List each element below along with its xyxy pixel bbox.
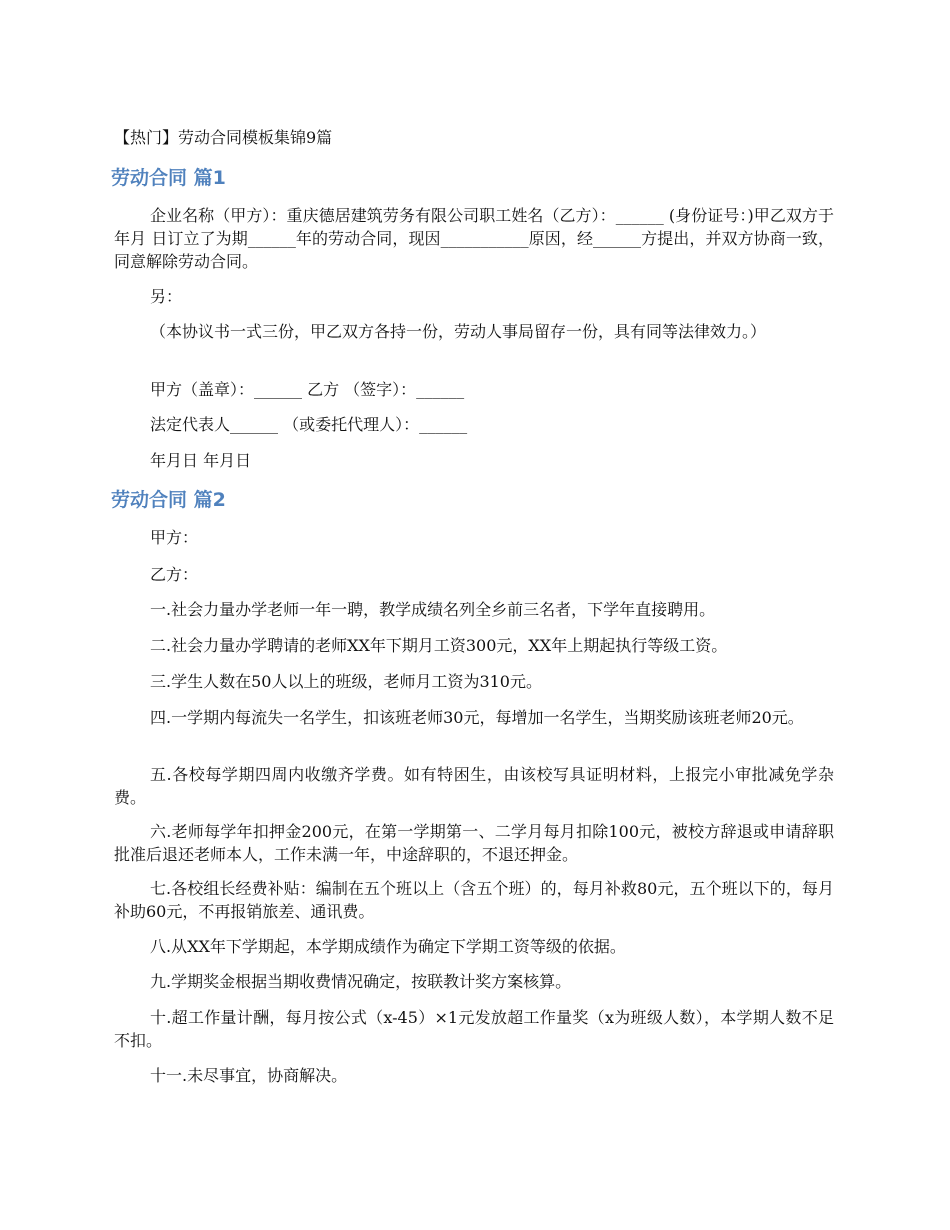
document-title: 【热门】劳动合同模板集锦9篇 (114, 128, 333, 147)
section-heading-2: 劳动合同 篇2 (111, 489, 226, 511)
paragraph-party-b: 乙方： (150, 565, 199, 584)
clause-3: 三.学生人数在50人以上的班级，老师月工资为310元。 (150, 672, 542, 691)
clause-9: 九.学期奖金根据当期收费情况确定，按联教计奖方案核算。 (150, 972, 572, 991)
clause-11: 十一.未尽事宜，协商解决。 (150, 1066, 348, 1085)
paragraph-additional: 另： (150, 287, 183, 306)
paragraph-signatures: 甲方（盖章）：______ 乙方 （签字）：______ (150, 380, 465, 399)
clause-7: 七.各校组长经费补贴：编制在五个班以上（含五个班）的，每月补救80元，五个班以下的，每月补助60元，不再报销旅差、通讯费。 (114, 879, 834, 921)
paragraph-dates: 年月日 年月日 (150, 451, 252, 470)
paragraph-party-a: 甲方： (150, 528, 199, 547)
clause-4: 四.一学期内每流失一名学生，扣该班老师30元，每增加一名学生，当期奖励该班老师20元。 (150, 708, 804, 727)
clause-10: 十.超工作量计酬，每月按公式（x-45）×1元发放超工作量奖（x为班级人数），本学期人数不足不扣。 (114, 1008, 834, 1050)
paragraph-copies-note: （本协议书一式三份，甲乙双方各持一份，劳动人事局留存一份，具有同等法律效力。） (150, 322, 767, 341)
clause-8: 八.从XX年下学期起，本学期成绩作为确定下学期工资等级的依据。 (150, 937, 626, 956)
clause-5: 五.各校每学期四周内收缴齐学费。如有特困生，由该校写具证明材料，上报完小审批减免学杂费。 (114, 765, 834, 807)
section-heading-1: 劳动合同 篇1 (111, 167, 226, 189)
clause-6: 六.老师每学年扣押金200元，在第一学期第一、二学月每月扣除100元，被校方辞退或申请辞职批准后退还老师本人，工作未满一年，中途辞职的，不退还押金。 (114, 822, 834, 864)
clause-2: 二.社会力量办学聘请的老师XX年下期月工资300元，XX年上期起执行等级工资。 (150, 636, 728, 655)
paragraph-legal-representative: 法定代表人______ （或委托代理人）：______ (150, 415, 468, 434)
paragraph-termination: 企业名称（甲方）：重庆德居建筑劳务有限公司职工姓名（乙方）：______ (身份证号：)甲乙双方于 年月 日订立了为期______年的劳动合同，现因___________原因，经______方提出，并双方协商一致，同意解除劳动合同。 (114, 206, 834, 271)
clause-1: 一.社会力量办学老师一年一聘，教学成绩名列全乡前三名者，下学年直接聘用。 (150, 600, 716, 619)
